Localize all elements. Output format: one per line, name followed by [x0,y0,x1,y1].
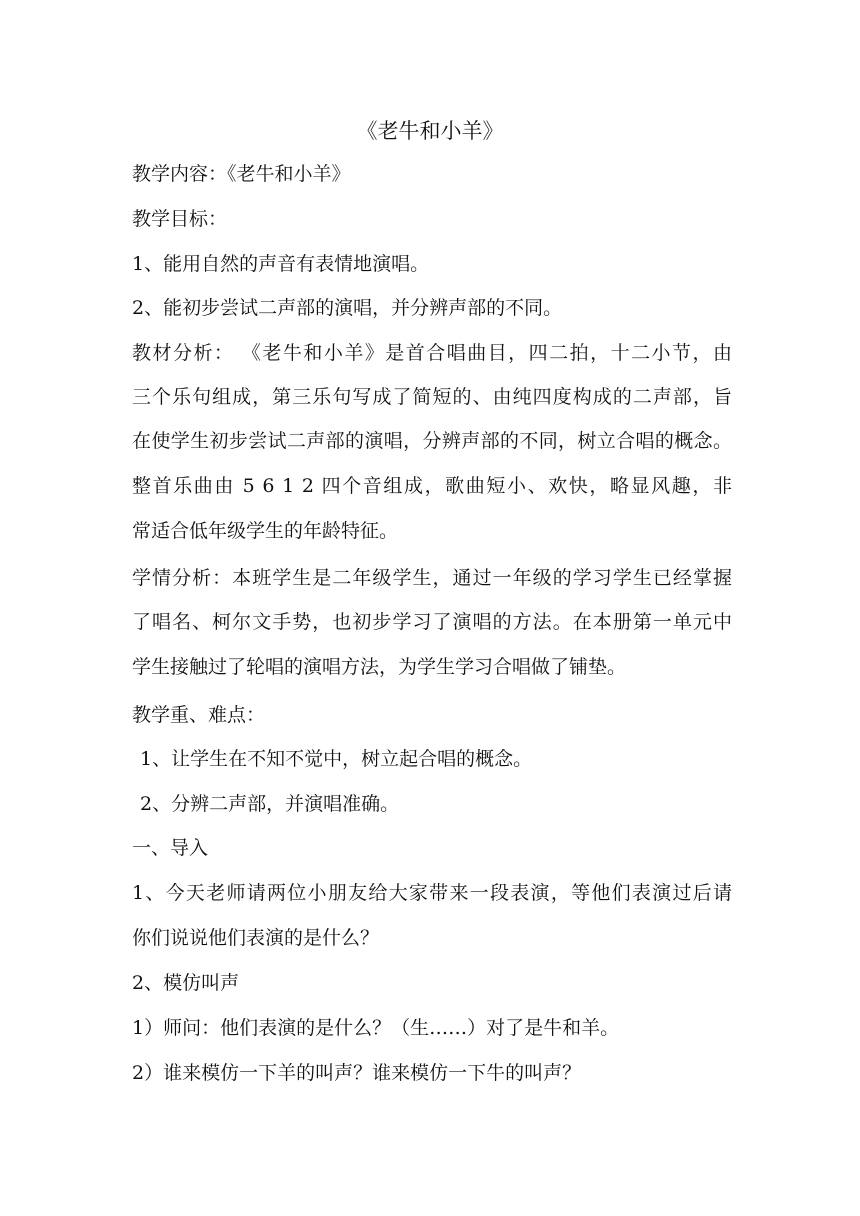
intro-substep-1: 1）师问：他们表演的是什么？（生……）对了是牛和羊。 [132,1017,620,1039]
key-point-1: 1、让学生在不知不觉中，树立起合唱的概念。 [140,748,533,770]
student-analysis-line-3: 学生接触过了轮唱的演唱方法，为学生学习合唱做了铺垫。 [132,656,627,678]
key-point-2: 2、分辨二声部，并演唱准确。 [140,793,400,815]
teaching-goals-heading: 教学目标： [132,208,228,230]
goal-item-1: 1、能用自然的声音有表情地演唱。 [132,253,430,275]
intro-substep-2: 2）谁来模仿一下羊的叫声？谁来模仿一下牛的叫声？ [132,1062,582,1084]
teaching-content-line: 教学内容：《老牛和小羊》 [132,163,351,185]
material-analysis-line-3: 在使学生初步尝试二声部的演唱，分辨声部的不同，树立合唱的概念。 [132,430,732,452]
material-analysis-line-5: 常适合低年级学生的年龄特征。 [132,520,399,542]
material-analysis-line-1: 教材分析： 《老牛和小羊》是首合唱曲目，四二拍，十二小节，由 [132,342,732,364]
material-analysis-line-4: 整首乐曲由 5 6 1 2 四个音组成，歌曲短小、欢快，略显风趣，非 [132,475,732,497]
intro-step-1-line-1: 1、今天老师请两位小朋友给大家带来一段表演，等他们表演过后请 [132,882,732,904]
student-analysis-line-1: 学情分析：本班学生是二年级学生，通过一年级的学习学生已经掌握 [132,567,732,589]
intro-step-1-line-2: 你们说说他们表演的是什么？ [132,927,380,949]
material-analysis-line-2: 三个乐句组成，第三乐句写成了简短的、由纯四度构成的二声部，旨 [132,386,732,408]
section-introduction-heading: 一、导入 [132,837,209,859]
student-analysis-line-2: 了唱名、柯尔文手势，也初步学习了演唱的方法。在本册第一单元中 [132,611,732,633]
key-points-heading: 教学重、难点： [132,704,266,726]
document-title: 《老牛和小羊》 [356,119,504,143]
goal-item-2: 2、能初步尝试二声部的演唱，并分辨声部的不同。 [132,297,563,319]
intro-step-2-heading: 2、模仿叫声 [132,972,240,994]
